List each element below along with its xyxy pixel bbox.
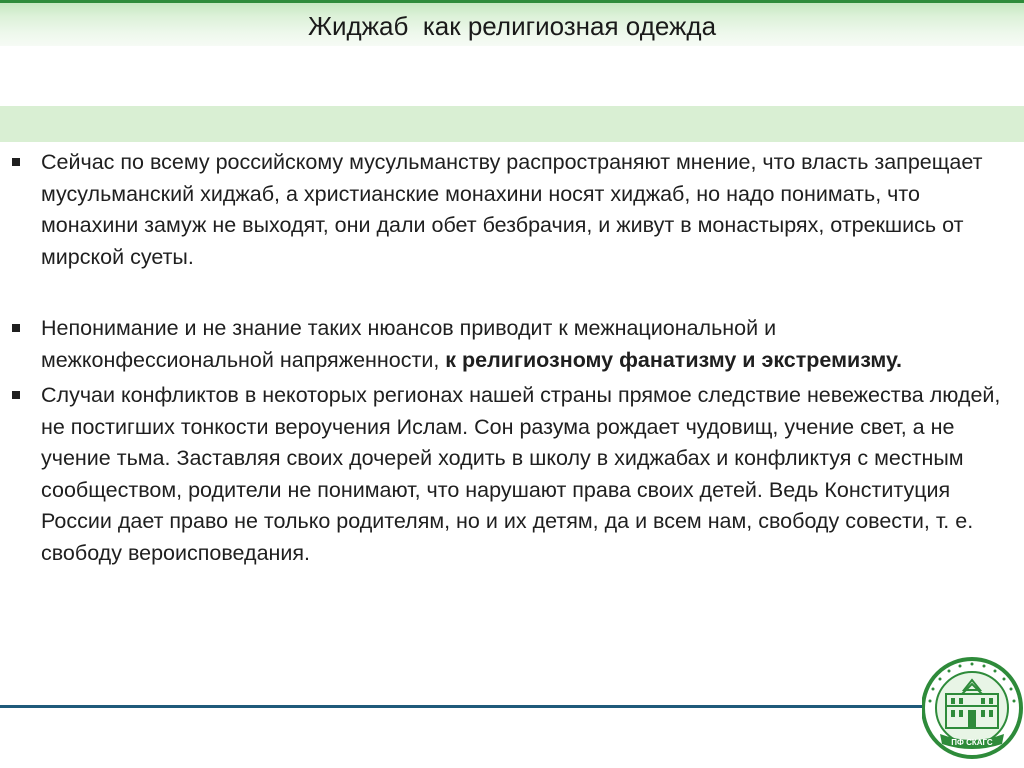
bullet-marker-icon [12,391,20,399]
footer-divider [0,705,930,708]
title-bar [0,0,1024,46]
bullet-text: Сейчас по всему российскому мусульманству распространяют мнение, что власть запрещает мусульманский хиджаб, а христианские монахини носят хиджаб, но надо понимать, что монахини замуж не выходят, они дали обет безбрачия, и живут в монастырях, отрекшись от мирской суеты. [41,150,983,269]
emblem-logo-icon [922,646,1024,768]
slide-title: Жиджаб как религиозная одежда [307,11,717,41]
bullet-item [12,313,1002,376]
bullet-marker-icon [12,158,20,166]
slide-content [12,147,1002,569]
header-band [0,106,1024,142]
bullet-text: Случаи конфликтов в некоторых регионах нашей страны прямое следствие невежества людей, не постигших тонкости вероучения Ислам. Сон разума рождает чудовищ, учение свет, а не учение тьма. Заставляя своих дочерей ходить в школу в хиджабах и конфликтуя с местным сообществом, родители не понимают, что нарушают права своих детей. Ведь Конституция России дает право не только родителям, но и их детям, да и всем нам, свободу совести, т. е. свободу вероисповедания. [41,383,1001,565]
bullet-bold-text: к религиозному фанатизму и экстремизму. [445,347,903,372]
bullet-text: Непонимание и не знание таких нюансов приводит к межнациональной и межконфессиональной напряженности, [41,316,777,372]
bullet-item [12,147,1002,273]
bullet-item [12,380,1002,569]
logo-label: ПФ СКАГС [951,738,993,747]
bullet-marker-icon [12,324,20,332]
